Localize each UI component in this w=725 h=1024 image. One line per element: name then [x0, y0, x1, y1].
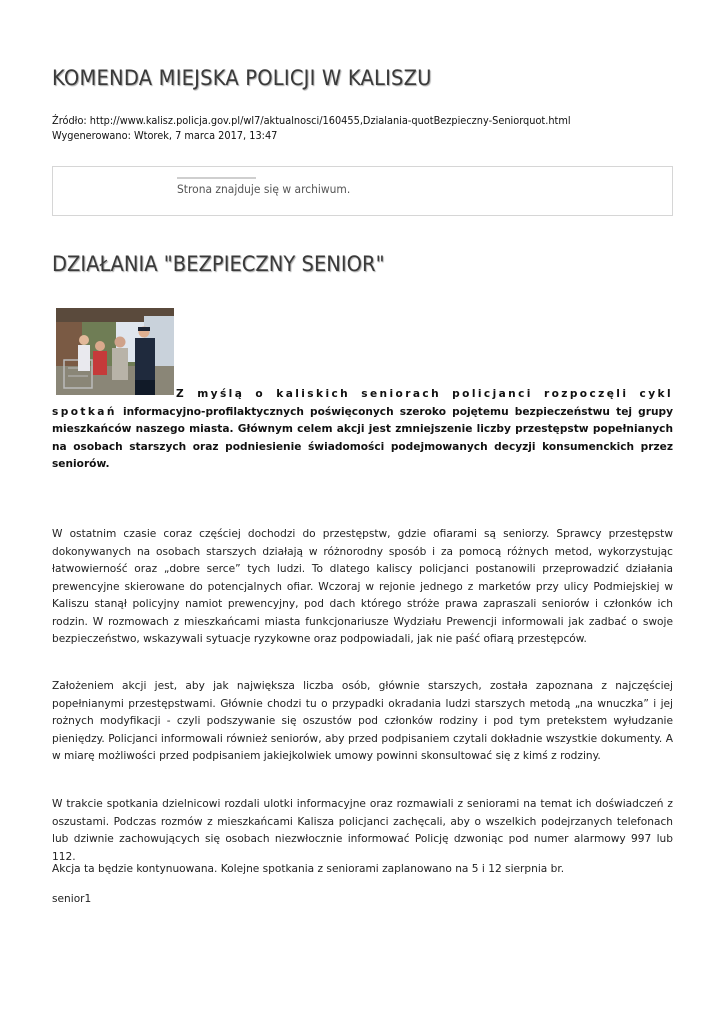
image-caption: senior1 — [52, 893, 92, 905]
article-paragraph: Akcja ta będzie kontynuowana. Kolejne spotkania z seniorami zaplanowano na 5 i 12 sierpnia br. — [52, 863, 565, 875]
source-line: Źródło: http://www.kalisz.policja.gov.pl/wl7/aktualnosci/160455,Dzialania-quotBezpieczny-Seniorquot.html — [52, 115, 571, 127]
document-meta — [52, 114, 571, 144]
archive-notice: Strona znajduje się w archiwum. — [177, 182, 351, 196]
article-lead — [52, 386, 673, 474]
archive-notice-box — [52, 166, 673, 216]
lead-rest: informacyjno-profilaktycznych poświęconych szeroko pojętemu bezpieczeństwu tej grupy mieszkańców naszego miasta. Głównym celem akcji jest zmniejszenie liczby przestępstw popełnianych na osobach starszych oraz podniesienie świadomości podejmowanych decyzji konsumenckich przez seniorów. — [52, 405, 673, 470]
article-paragraph: Założeniem akcji jest, aby jak największa liczba osób, głównie starszych, została zapoznana z najczęściej popełnianymi przestępstwami. Głównie chodzi tu o przypadki okradania ludzi starszych metodą „na wnuczka” i jej rożnych modyfikacji - czyli podszywanie się oszustów pod członków rodziny i pod tym pretekstem wyłudzanie pieniędzy. Policjanci informowali również seniorów, aby przed podpisaniem czytali dokładnie wszystkie dokumenty. A w miarę możliwości przed podpisaniem jakiejkolwiek umowy powinni skonsultować się z kimś z rodziny. — [52, 680, 673, 762]
archive-divider — [177, 177, 256, 179]
generated-line: Wygenerowano: Wtorek, 7 marca 2017, 13:47 — [52, 130, 278, 142]
lead-first-line: Z myślą o kaliskich seniorach policjanci rozpoczęli cykl spotkań — [52, 388, 673, 418]
article-title: DZIAŁANIA "BEZPIECZNY SENIOR" — [52, 252, 385, 276]
article-paragraph: W trakcie spotkania dzielnicowi rozdali ulotki informacyjne oraz rozmawiali z seniorami na temat ich doświadczeń z oszustami. Podczas rozmów z mieszkańcami Kalisza policjanci zachęcali, aby o wszelkich podejrzanych telefonach lub dziwnie zachowujących się osobach niezwłocznie informować Policję dzwoniąc pod numer alarmowy 997 lub 112. — [52, 798, 673, 863]
article-paragraph: W ostatnim czasie coraz częściej dochodzi do przestępstw, gdzie ofiarami są seniorzy. Sprawcy przestępstw dokonywanych na osobach starszych działają w różnorodny sposób i za pomocą różnych metod, wykorzystując łatwowierność oraz „dobre serce” tych ludzi. To dlatego kaliscy policjanci postanowili przeprowadzić działania prewencyjne skierowane do potencjalnych ofiar. Wczoraj w rejonie jednego z marketów przy ulicy Podmiejskiej w Kaliszu stanął policyjny namiot prewencyjny, pod dach którego stróże prawa zapraszali seniorów i członków ich rodzin. W rozmowach z mieszkańcami miasta funkcjonariusze Wydziału Prewencji informowali jak zadbać o swoje bezpieczeństwo, wskazywali sytuacje ryzykowne oraz podpowiadali, jak nie paść ofiarą przestępców. — [52, 528, 673, 645]
article-photo — [56, 308, 174, 395]
site-title: KOMENDA MIEJSKA POLICJI W KALISZU — [52, 66, 432, 90]
